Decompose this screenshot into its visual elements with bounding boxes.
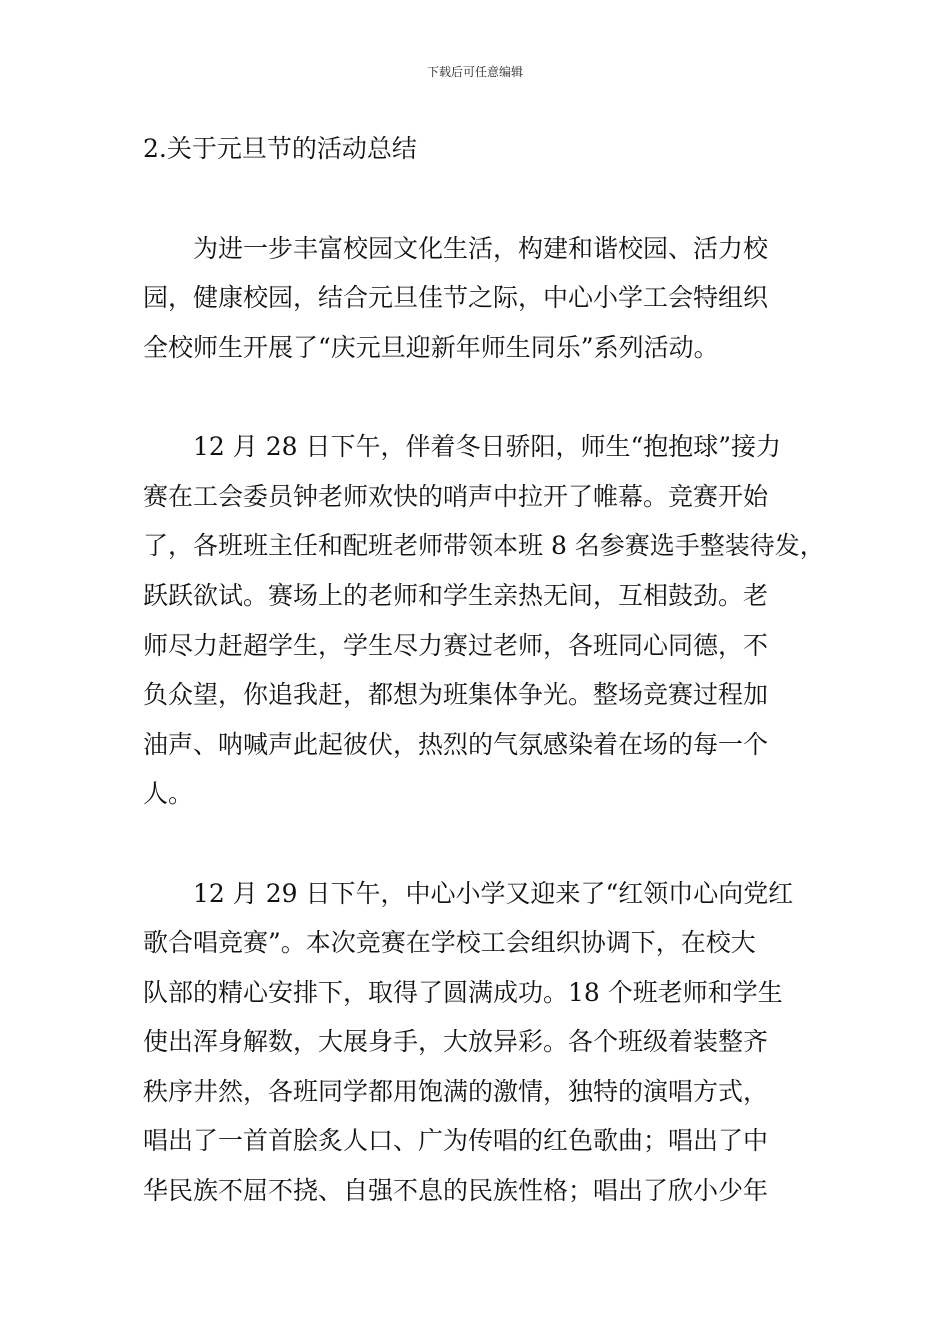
paragraph-1-line-3: 全校师生开展了“庆元旦迎新年师生同乐”系列活动。: [143, 333, 719, 362]
paragraph-2-line-7: 油声、呐喊声此起彼伏，热烈的气氛感染着在场的每一个: [143, 730, 769, 759]
paragraph-3-line-3: 队部的精心安排下，取得了圆满成功。18 个班老师和学生: [143, 978, 783, 1007]
paragraph-2-line-8: 人。: [143, 779, 194, 808]
header-note: 下载后可任意编辑: [426, 65, 523, 79]
paragraph-3-line-6: 唱出了一首首脍炙人口、广为传唱的红色歌曲；唱出了中: [143, 1126, 769, 1155]
document-title: 2.关于元旦节的活动总结: [143, 134, 417, 163]
paragraph-2-line-5: 师尽力赶超学生，学生尽力赛过老师，各班同心同德，不: [143, 631, 769, 660]
paragraph-3-line-4: 使出浑身解数，大展身手，大放异彩。各个班级着装整齐: [143, 1027, 769, 1056]
paragraph-3-line-2: 歌合唱竞赛”。本次竞赛在学校工会组织协调下，在校大: [143, 928, 756, 957]
paragraph-3-line-7: 华民族不屈不挠、自强不息的民族性格；唱出了欣小少年: [143, 1176, 769, 1205]
paragraph-3-line-1: 12 月 29 日下午，中心小学又迎来了“红领巾心向党红: [193, 879, 794, 908]
paragraph-2-line-4: 跃跃欲试。赛场上的老师和学生亲热无间，互相鼓劲。老: [143, 581, 769, 610]
paragraph-2-line-2: 赛在工会委员钟老师欢快的哨声中拉开了帷幕。竞赛开始: [143, 482, 769, 511]
paragraph-2-line-6: 负众望，你追我赶，都想为班集体争光。整场竞赛过程加: [143, 680, 769, 709]
paragraph-1-line-2: 园，健康校园，结合元旦佳节之际，中心小学工会特组织: [143, 283, 769, 312]
paragraph-2-line-1: 12 月 28 日下午，伴着冬日骄阳，师生“抱抱球”接力: [193, 432, 782, 461]
paragraph-3-line-5: 秩序井然，各班同学都用饱满的激情，独特的演唱方式，: [143, 1077, 769, 1106]
paragraph-1-line-1: 为进一步丰富校园文化生活，构建和谐校园、活力校: [193, 234, 769, 263]
paragraph-2-line-3: 了，各班班主任和配班老师带领本班 8 名参赛选手整装待发，: [143, 531, 825, 560]
